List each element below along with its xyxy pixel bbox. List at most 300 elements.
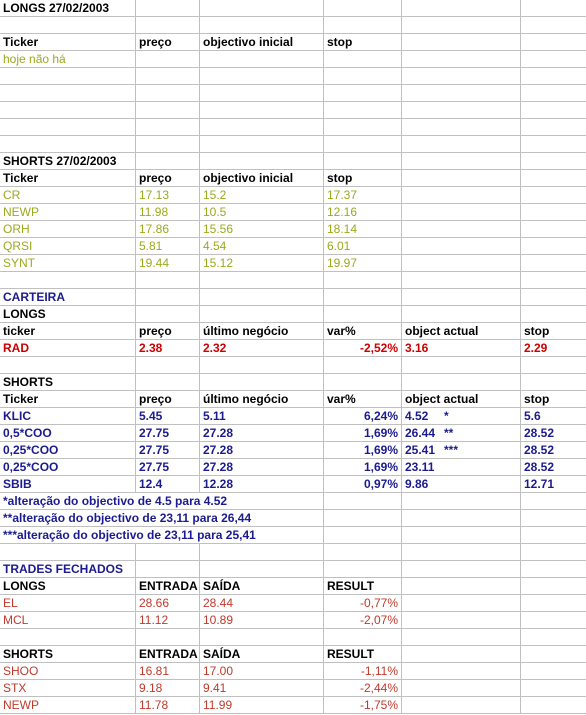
footnote-marker: ** — [444, 426, 454, 440]
empty-cell[interactable] — [521, 187, 586, 204]
empty-cell[interactable] — [402, 680, 521, 697]
target-value: 25.41 — [405, 443, 436, 457]
empty-cell[interactable] — [200, 510, 324, 527]
empty-cell[interactable] — [136, 544, 200, 561]
header-cell[interactable]: stop — [324, 34, 402, 51]
empty-cell[interactable] — [136, 68, 200, 85]
target-value: 23.11 — [405, 460, 435, 474]
result-cell[interactable]: -1,75% — [324, 697, 402, 714]
stop-cell[interactable]: 18.14 — [324, 221, 402, 238]
empty-cell[interactable] — [324, 510, 402, 527]
empty-cell[interactable] — [0, 357, 136, 374]
table-row — [0, 442, 586, 459]
ticker-cell[interactable]: KLIC — [0, 408, 136, 425]
result-cell[interactable]: -1,11% — [324, 663, 402, 680]
empty-cell[interactable] — [402, 170, 521, 187]
portfolio-longs-title[interactable]: LONGS — [0, 306, 136, 323]
empty-cell[interactable] — [402, 544, 521, 561]
footnote-2[interactable]: **alteração do objectivo de 23,11 para 26,44 — [0, 510, 136, 527]
empty-cell[interactable] — [200, 374, 324, 391]
empty-cell[interactable] — [136, 272, 200, 289]
empty-cell[interactable] — [200, 493, 324, 510]
empty-cell[interactable] — [521, 578, 586, 595]
empty-cell[interactable] — [402, 0, 521, 17]
header-cell[interactable]: object actual — [402, 391, 521, 408]
empty-cell[interactable] — [136, 0, 200, 17]
empty-cell[interactable] — [521, 527, 586, 544]
current-target-cell[interactable]: 3.16 — [402, 340, 521, 357]
empty-cell[interactable] — [136, 17, 200, 34]
empty-cell[interactable] — [324, 306, 402, 323]
empty-cell[interactable] — [324, 0, 402, 17]
sheet-row — [0, 85, 586, 102]
ticker-cell[interactable]: SHOO — [0, 663, 136, 680]
empty-cell[interactable] — [136, 561, 200, 578]
empty-cell[interactable] — [0, 272, 136, 289]
empty-cell[interactable] — [402, 119, 521, 136]
last-trade-cell[interactable]: 2.32 — [200, 340, 324, 357]
change-cell[interactable]: 1,69% — [324, 459, 402, 476]
last-trade-cell[interactable]: 27.28 — [200, 442, 324, 459]
empty-cell[interactable] — [324, 51, 402, 68]
empty-cell[interactable] — [324, 272, 402, 289]
empty-cell[interactable] — [402, 629, 521, 646]
ticker-cell[interactable]: STX — [0, 680, 136, 697]
empty-cell[interactable] — [521, 238, 586, 255]
empty-cell[interactable] — [0, 17, 136, 34]
sheet-row — [0, 527, 586, 544]
empty-cell[interactable] — [521, 255, 586, 272]
header-cell[interactable]: var% — [324, 391, 402, 408]
last-trade-cell[interactable]: 27.28 — [200, 459, 324, 476]
empty-cell[interactable] — [402, 289, 521, 306]
empty-cell[interactable] — [521, 153, 586, 170]
table-row — [0, 425, 586, 442]
header-cell[interactable]: preço — [136, 34, 200, 51]
empty-cell[interactable] — [402, 255, 521, 272]
sheet-row — [0, 51, 586, 68]
longs-watchlist-title[interactable]: LONGS 27/02/2003 — [0, 0, 136, 17]
header-cell[interactable]: último negócio — [200, 391, 324, 408]
sheet-row — [0, 153, 586, 170]
change-cell[interactable]: 1,69% — [324, 442, 402, 459]
empty-cell[interactable] — [324, 374, 402, 391]
empty-cell[interactable] — [136, 306, 200, 323]
empty-cell[interactable] — [521, 119, 586, 136]
stop-cell[interactable]: 12.71 — [521, 476, 586, 493]
empty-cell[interactable] — [136, 527, 200, 544]
empty-cell[interactable] — [402, 102, 521, 119]
empty-cell[interactable] — [136, 119, 200, 136]
price-cell[interactable]: 2.38 — [136, 340, 200, 357]
sheet-row — [0, 119, 586, 136]
exit-cell[interactable]: 28.44 — [200, 595, 324, 612]
ticker-cell[interactable]: MCL — [0, 612, 136, 629]
header-cell[interactable]: Ticker — [0, 34, 136, 51]
sheet-row — [0, 306, 586, 323]
table-row — [0, 408, 586, 425]
table-row — [0, 459, 586, 476]
closed-shorts-title[interactable]: SHORTS — [0, 646, 136, 663]
table-row — [0, 221, 586, 238]
sheet-row — [0, 629, 586, 646]
empty-cell[interactable] — [324, 289, 402, 306]
sheet-row — [0, 102, 586, 119]
price-cell[interactable]: 27.75 — [136, 425, 200, 442]
result-cell[interactable]: -0,77% — [324, 595, 402, 612]
empty-cell[interactable] — [324, 527, 402, 544]
empty-cell[interactable] — [402, 187, 521, 204]
empty-cell[interactable] — [521, 136, 586, 153]
empty-cell[interactable] — [136, 102, 200, 119]
empty-cell[interactable] — [521, 17, 586, 34]
footnote-1[interactable]: *alteração do objectivo de 4.5 para 4.52 — [0, 493, 136, 510]
empty-cell[interactable] — [136, 51, 200, 68]
empty-cell[interactable] — [200, 153, 324, 170]
result-cell[interactable]: -2,44% — [324, 680, 402, 697]
stop-cell[interactable]: 28.52 — [521, 459, 586, 476]
shorts-watchlist-title[interactable]: SHORTS 27/02/2003 — [0, 153, 136, 170]
header-cell[interactable]: SAÍDA — [200, 578, 324, 595]
empty-cell[interactable] — [200, 629, 324, 646]
stop-cell[interactable]: 28.52 — [521, 425, 586, 442]
current-target-cell[interactable] — [402, 425, 521, 442]
entry-cell[interactable]: 11.78 — [136, 697, 200, 714]
table-row — [0, 476, 586, 493]
price-cell[interactable]: 17.86 — [136, 221, 200, 238]
current-target-cell[interactable] — [402, 459, 521, 476]
ticker-cell[interactable]: NEWP — [0, 204, 136, 221]
empty-cell[interactable] — [402, 204, 521, 221]
empty-cell[interactable] — [200, 561, 324, 578]
portfolio-shorts-title[interactable]: SHORTS — [0, 374, 136, 391]
empty-cell[interactable] — [0, 85, 136, 102]
sheet-row — [0, 374, 586, 391]
table-row — [0, 204, 586, 221]
empty-cell[interactable] — [402, 646, 521, 663]
empty-cell[interactable] — [521, 663, 586, 680]
empty-cell[interactable] — [200, 306, 324, 323]
empty-cell[interactable] — [521, 272, 586, 289]
change-cell[interactable]: 0,97% — [324, 476, 402, 493]
target-cell[interactable]: 15.2 — [200, 187, 324, 204]
last-trade-cell[interactable]: 5.11 — [200, 408, 324, 425]
target-value: 26.44 — [405, 426, 436, 440]
price-cell[interactable]: 19.44 — [136, 255, 200, 272]
portfolio-longs-header-row — [0, 323, 586, 340]
header-cell[interactable]: stop — [324, 170, 402, 187]
empty-cell[interactable] — [521, 0, 586, 17]
empty-cell[interactable] — [324, 85, 402, 102]
empty-cell[interactable] — [521, 289, 586, 306]
empty-cell[interactable] — [521, 612, 586, 629]
price-cell[interactable]: 11.98 — [136, 204, 200, 221]
exit-cell[interactable]: 11.99 — [200, 697, 324, 714]
empty-cell[interactable] — [402, 595, 521, 612]
empty-cell[interactable] — [402, 374, 521, 391]
longs-watchlist-note[interactable]: hoje não há — [0, 51, 136, 68]
ticker-cell[interactable]: 0,25*COO — [0, 442, 136, 459]
portfolio-title[interactable]: CARTEIRA — [0, 289, 136, 306]
empty-cell[interactable] — [136, 374, 200, 391]
change-cell[interactable]: -2,52% — [324, 340, 402, 357]
stop-cell[interactable]: 2.29 — [521, 340, 586, 357]
empty-cell[interactable] — [200, 68, 324, 85]
target-cell[interactable]: 4.54 — [200, 238, 324, 255]
table-row — [0, 255, 586, 272]
footnote-marker: * — [444, 409, 449, 423]
header-cell[interactable]: preço — [136, 323, 200, 340]
exit-cell[interactable]: 17.00 — [200, 663, 324, 680]
header-cell[interactable]: ENTRADA — [136, 578, 200, 595]
price-cell[interactable]: 12.4 — [136, 476, 200, 493]
closed-shorts-header-row — [0, 646, 586, 663]
sheet-row — [0, 68, 586, 85]
empty-cell[interactable] — [521, 170, 586, 187]
empty-cell[interactable] — [0, 68, 136, 85]
ticker-cell[interactable]: SYNT — [0, 255, 136, 272]
empty-cell[interactable] — [200, 102, 324, 119]
exit-cell[interactable]: 10.89 — [200, 612, 324, 629]
empty-cell[interactable] — [402, 221, 521, 238]
header-cell[interactable]: RESULT — [324, 578, 402, 595]
empty-cell[interactable] — [521, 646, 586, 663]
header-cell[interactable]: Ticker — [0, 170, 136, 187]
stop-cell[interactable]: 19.97 — [324, 255, 402, 272]
entry-cell[interactable]: 9.18 — [136, 680, 200, 697]
stop-cell[interactable]: 5.6 — [521, 408, 586, 425]
empty-cell[interactable] — [521, 629, 586, 646]
ticker-cell[interactable]: EL — [0, 595, 136, 612]
header-cell[interactable]: Ticker — [0, 391, 136, 408]
ticker-cell[interactable]: NEWP — [0, 697, 136, 714]
ticker-cell[interactable]: 0,5*COO — [0, 425, 136, 442]
header-cell[interactable]: ticker — [0, 323, 136, 340]
table-row — [0, 663, 586, 680]
sheet-row — [0, 510, 586, 527]
change-cell[interactable]: 1,69% — [324, 425, 402, 442]
empty-cell[interactable] — [324, 544, 402, 561]
empty-cell[interactable] — [402, 493, 521, 510]
empty-cell[interactable] — [200, 85, 324, 102]
table-row — [0, 697, 586, 714]
empty-cell[interactable] — [402, 272, 521, 289]
empty-cell[interactable] — [402, 68, 521, 85]
stop-cell[interactable]: 17.37 — [324, 187, 402, 204]
header-cell[interactable]: ENTRADA — [136, 646, 200, 663]
empty-cell[interactable] — [402, 306, 521, 323]
ticker-cell[interactable]: 0,25*COO — [0, 459, 136, 476]
empty-cell[interactable] — [521, 493, 586, 510]
empty-cell[interactable] — [324, 136, 402, 153]
shorts-watchlist-header-row — [0, 170, 586, 187]
empty-cell[interactable] — [402, 510, 521, 527]
empty-cell[interactable] — [136, 136, 200, 153]
empty-cell[interactable] — [0, 629, 136, 646]
header-cell[interactable]: último negócio — [200, 323, 324, 340]
empty-cell[interactable] — [521, 51, 586, 68]
empty-cell[interactable] — [200, 0, 324, 17]
empty-cell[interactable] — [200, 527, 324, 544]
empty-cell[interactable] — [0, 119, 136, 136]
empty-cell[interactable] — [402, 561, 521, 578]
sheet-row — [0, 289, 586, 306]
empty-cell[interactable] — [200, 544, 324, 561]
portfolio-shorts-header-row — [0, 391, 586, 408]
header-cell[interactable]: stop — [521, 323, 586, 340]
empty-cell[interactable] — [521, 85, 586, 102]
change-cell[interactable]: 6,24% — [324, 408, 402, 425]
footnote-3[interactable]: ***alteração do objectivo de 23,11 para 25,41 — [0, 527, 136, 544]
header-cell[interactable]: object actual — [402, 323, 521, 340]
entry-cell[interactable]: 11.12 — [136, 612, 200, 629]
empty-cell[interactable] — [0, 102, 136, 119]
ticker-cell[interactable]: QRSI — [0, 238, 136, 255]
empty-cell[interactable] — [324, 629, 402, 646]
empty-cell[interactable] — [521, 595, 586, 612]
empty-cell[interactable] — [324, 102, 402, 119]
table-row — [0, 595, 586, 612]
empty-cell[interactable] — [402, 697, 521, 714]
empty-cell[interactable] — [136, 510, 200, 527]
empty-cell[interactable] — [324, 68, 402, 85]
empty-cell[interactable] — [521, 561, 586, 578]
price-cell[interactable]: 5.81 — [136, 238, 200, 255]
empty-cell[interactable] — [521, 204, 586, 221]
price-cell[interactable]: 17.13 — [136, 187, 200, 204]
ticker-cell[interactable]: ORH — [0, 221, 136, 238]
sheet-row — [0, 544, 586, 561]
empty-cell[interactable] — [136, 289, 200, 306]
empty-cell[interactable] — [402, 663, 521, 680]
closed-longs-header-row — [0, 578, 586, 595]
empty-cell[interactable] — [324, 119, 402, 136]
header-cell[interactable]: objectivo inicial — [200, 170, 324, 187]
table-row — [0, 612, 586, 629]
empty-cell[interactable] — [402, 612, 521, 629]
price-cell[interactable]: 27.75 — [136, 459, 200, 476]
empty-cell[interactable] — [324, 493, 402, 510]
empty-cell[interactable] — [200, 357, 324, 374]
target-cell[interactable]: 15.12 — [200, 255, 324, 272]
ticker-cell[interactable]: CR — [0, 187, 136, 204]
empty-cell[interactable] — [402, 17, 521, 34]
empty-cell[interactable] — [402, 51, 521, 68]
empty-cell[interactable] — [324, 357, 402, 374]
header-cell[interactable]: objectivo inicial — [200, 34, 324, 51]
empty-cell[interactable] — [402, 238, 521, 255]
header-cell[interactable]: RESULT — [324, 646, 402, 663]
empty-cell[interactable] — [521, 102, 586, 119]
target-cell[interactable]: 15.56 — [200, 221, 324, 238]
entry-cell[interactable]: 28.66 — [136, 595, 200, 612]
empty-cell[interactable] — [521, 357, 586, 374]
empty-cell[interactable] — [521, 697, 586, 714]
exit-cell[interactable]: 9.41 — [200, 680, 324, 697]
empty-cell[interactable] — [324, 153, 402, 170]
header-cell[interactable]: var% — [324, 323, 402, 340]
closed-trades-title[interactable]: TRADES FECHADOS — [0, 561, 136, 578]
sheet-row — [0, 17, 586, 34]
empty-cell[interactable] — [402, 357, 521, 374]
last-trade-cell[interactable]: 12.28 — [200, 476, 324, 493]
sheet-row — [0, 561, 586, 578]
price-cell[interactable]: 27.75 — [136, 442, 200, 459]
price-cell[interactable]: 5.45 — [136, 408, 200, 425]
empty-cell[interactable] — [0, 136, 136, 153]
target-value: 9.86 — [405, 477, 429, 491]
current-target-cell[interactable] — [402, 408, 521, 425]
empty-cell[interactable] — [324, 561, 402, 578]
table-row — [0, 187, 586, 204]
empty-cell[interactable] — [136, 85, 200, 102]
longs-watchlist-header-row — [0, 34, 586, 51]
sheet-row — [0, 0, 586, 17]
empty-cell[interactable] — [136, 153, 200, 170]
empty-cell[interactable] — [200, 119, 324, 136]
current-target-cell[interactable] — [402, 442, 521, 459]
empty-cell[interactable] — [200, 17, 324, 34]
stop-cell[interactable]: 12.16 — [324, 204, 402, 221]
empty-cell[interactable] — [521, 68, 586, 85]
empty-cell[interactable] — [136, 357, 200, 374]
empty-cell[interactable] — [402, 34, 521, 51]
empty-cell[interactable] — [200, 289, 324, 306]
stop-cell[interactable]: 28.52 — [521, 442, 586, 459]
empty-cell[interactable] — [521, 306, 586, 323]
ticker-cell[interactable]: SBIB — [0, 476, 136, 493]
sheet-row — [0, 493, 586, 510]
empty-cell[interactable] — [402, 578, 521, 595]
table-row — [0, 340, 586, 357]
header-cell[interactable]: preço — [136, 391, 200, 408]
empty-cell[interactable] — [200, 272, 324, 289]
ticker-cell[interactable]: RAD — [0, 340, 136, 357]
empty-cell[interactable] — [324, 17, 402, 34]
header-cell[interactable]: preço — [136, 170, 200, 187]
header-cell[interactable]: SAÍDA — [200, 646, 324, 663]
sheet-row — [0, 357, 586, 374]
empty-cell[interactable] — [402, 136, 521, 153]
empty-cell[interactable] — [402, 85, 521, 102]
empty-cell[interactable] — [136, 629, 200, 646]
empty-cell[interactable] — [521, 510, 586, 527]
empty-cell[interactable] — [521, 374, 586, 391]
target-value: 4.52 — [405, 409, 429, 423]
empty-cell[interactable] — [136, 493, 200, 510]
empty-cell[interactable] — [402, 527, 521, 544]
entry-cell[interactable]: 16.81 — [136, 663, 200, 680]
closed-longs-title[interactable]: LONGS — [0, 578, 136, 595]
table-row — [0, 238, 586, 255]
empty-cell[interactable] — [200, 136, 324, 153]
empty-cell[interactable] — [521, 544, 586, 561]
table-row — [0, 680, 586, 697]
sheet-row — [0, 272, 586, 289]
empty-cell[interactable] — [0, 544, 136, 561]
last-trade-cell[interactable]: 27.28 — [200, 425, 324, 442]
result-cell[interactable]: -2,07% — [324, 612, 402, 629]
header-cell[interactable]: stop — [521, 391, 586, 408]
empty-cell[interactable] — [402, 153, 521, 170]
empty-cell[interactable] — [521, 221, 586, 238]
stop-cell[interactable]: 6.01 — [324, 238, 402, 255]
empty-cell[interactable] — [200, 51, 324, 68]
empty-cell[interactable] — [521, 680, 586, 697]
empty-cell[interactable] — [521, 34, 586, 51]
target-cell[interactable]: 10.5 — [200, 204, 324, 221]
current-target-cell[interactable] — [402, 476, 521, 493]
